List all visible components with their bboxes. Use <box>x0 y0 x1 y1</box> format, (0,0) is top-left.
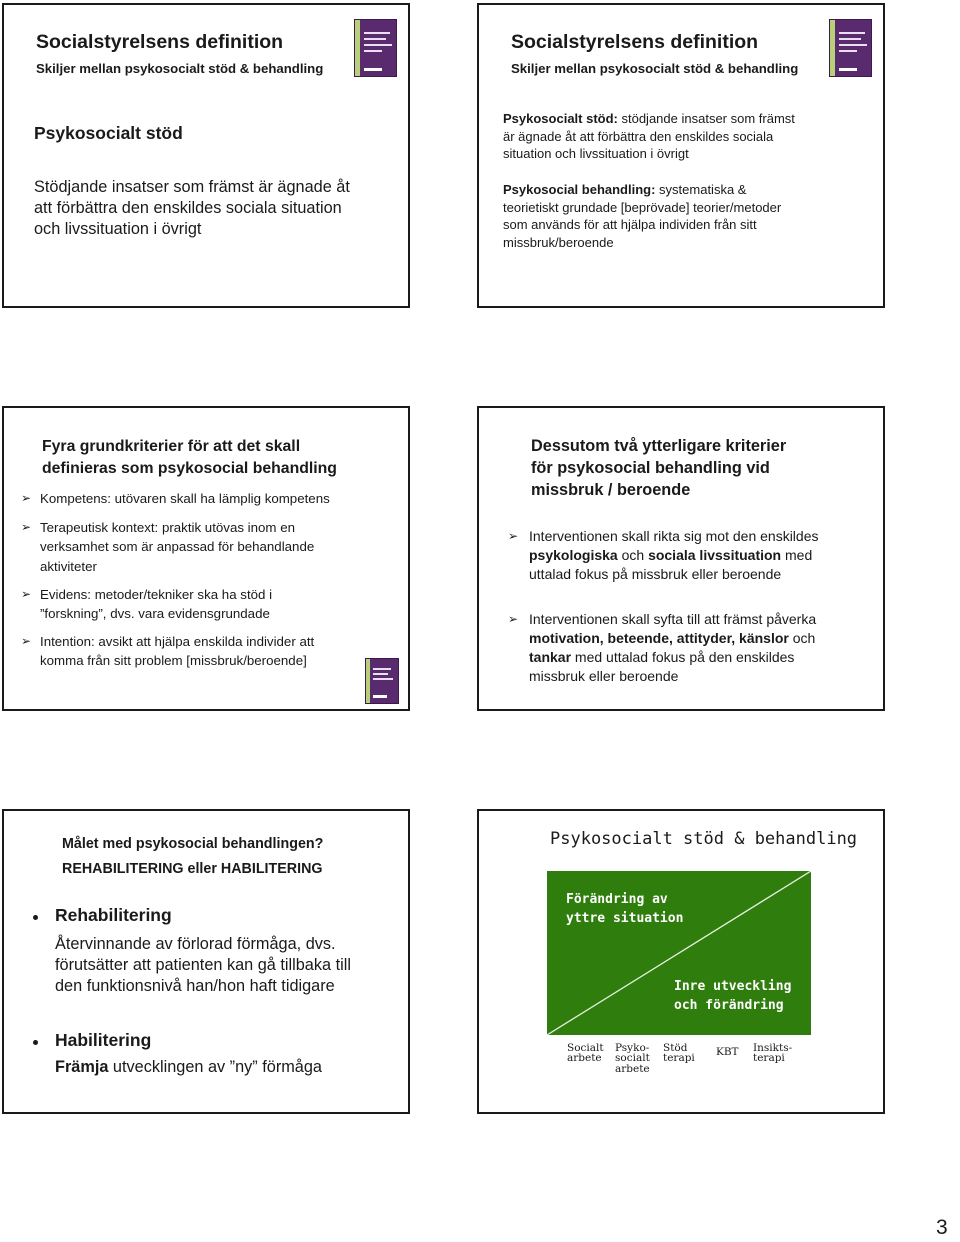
text-line: missbruk/beroende <box>503 234 614 250</box>
arrow-bullet-icon: ➢ <box>508 529 519 543</box>
arrow-bullet-icon: ➢ <box>21 491 32 505</box>
slide-subtitle: Skiljer mellan psykosocialt stöd & behandling <box>511 61 799 76</box>
slide-2 <box>477 3 885 308</box>
arrow-bullet-icon: ➢ <box>21 634 32 648</box>
slide-subtitle: REHABILITERING eller HABILITERING <box>62 861 323 877</box>
term-label: Psykosocialt stöd: <box>503 111 618 126</box>
text-line: att förbättra den enskildes sociala situation <box>34 199 342 217</box>
axis-label-psychosocial-work: Psyko- socialt arbete <box>615 1042 650 1075</box>
slide-3 <box>2 406 410 711</box>
text-line: situation och livssituation i övrigt <box>503 146 689 162</box>
treatment-definition: Psykosocial behandling: systematiska & teorietiskt grundade [beprövade] teorier/metoder som används för att hjälpa individen från sitt missbruk/beroende <box>503 182 782 250</box>
rehab-text: Återvinnande av förlorad förmåga, dvs. förutsätter att patienten kan gå tillbaka till den funktionsnivå han/hon haft tidigare <box>55 935 351 995</box>
slide-title: Fyra grundkriterier för att det skall definieras som psykosocial behandling <box>42 438 337 477</box>
definition-text <box>34 177 350 240</box>
book-cover-icon <box>829 19 872 77</box>
criterion-item: Interventionen skall syfta till att främst påverka motivation, beteende, attityder, känslor och tankar med uttalad fokus på den enskildes missbruk eller beroende <box>529 611 817 684</box>
arrow-bullet-icon: ➢ <box>21 587 32 601</box>
inner-change-label: Inre utveckling och förändring <box>674 979 792 1013</box>
text-line: Stödjande insatser som främst är ägnade åt <box>34 178 350 196</box>
slide-4 <box>477 406 885 711</box>
book-cover-icon <box>354 19 397 77</box>
slide-title: Dessutom två ytterligare kriterier för psykosocial behandling vid missbruk / beroende <box>531 437 787 499</box>
bullet-dot-icon <box>33 1040 38 1045</box>
axis-label-cbt: KBT <box>716 1046 739 1058</box>
term-label: Psykosocial behandling: <box>503 182 656 197</box>
arrow-bullet-icon: ➢ <box>21 520 32 534</box>
outer-change-label: Förändring av yttre situation <box>566 892 684 926</box>
rehab-heading: Rehabilitering <box>55 905 172 925</box>
bullet-dot-icon <box>33 915 38 920</box>
criterion-item: Terapeutisk kontext: praktik utövas inom en verksamhet som är anpassad för behandlande aktiviteter <box>40 520 315 574</box>
criterion-item: Interventionen skall rikta sig mot den enskildes psykologiska och sociala livssituation med uttalad fokus på missbruk eller beroende <box>529 528 819 582</box>
slide-title: Socialstyrelsens definition <box>36 31 284 53</box>
arrow-bullet-icon: ➢ <box>508 612 519 626</box>
page-number: 3 <box>936 1216 948 1239</box>
slide-title: Socialstyrelsens definition <box>511 31 759 53</box>
criterion-item: Intention: avsikt att hjälpa enskilda individer att komma från sitt problem [missbruk/beroende] <box>40 634 315 669</box>
book-cover-icon <box>365 658 399 704</box>
text-line: som används för att hjälpa individen från sitt <box>503 217 757 233</box>
slide-subtitle: Skiljer mellan psykosocialt stöd & behandling <box>36 61 324 76</box>
support-definition: Psykosocialt stöd: stödjande insatser som främst är ägnade åt att förbättra den enskildes sociala situation och livssituation i övrigt <box>503 111 795 162</box>
axis-label-supportive-therapy: Stöd terapi <box>663 1042 695 1065</box>
slide-title: Målet med psykosocial behandlingen? <box>62 836 324 852</box>
axis-label-insight-therapy: Insikts- terapi <box>753 1042 793 1065</box>
hab-heading: Habilitering <box>55 1030 152 1050</box>
slide-title: Psykosocialt stöd & behandling <box>550 829 858 849</box>
text-line: teorietiskt grundade [beprövade] teorier/metoder <box>503 199 782 215</box>
hab-text: Främja utvecklingen av ”ny” förmåga <box>55 1058 322 1076</box>
text-line: är ägnade åt att förbättra den enskildes sociala <box>503 128 774 144</box>
criterion-item: Evidens: metoder/tekniker ska ha stöd i ”forskning”, dvs. vara evidensgrundade <box>40 587 273 622</box>
slide-6 <box>477 809 885 1114</box>
slide-1 <box>2 3 410 308</box>
criterion-item: Kompetens: utövaren skall ha lämplig kompetens <box>40 491 330 506</box>
text-line: och livssituation i övrigt <box>34 220 202 238</box>
section-heading: Psykosocialt stöd <box>34 123 183 143</box>
axis-label-social-work: Socialt arbete <box>567 1042 604 1065</box>
slide-5 <box>2 809 410 1114</box>
